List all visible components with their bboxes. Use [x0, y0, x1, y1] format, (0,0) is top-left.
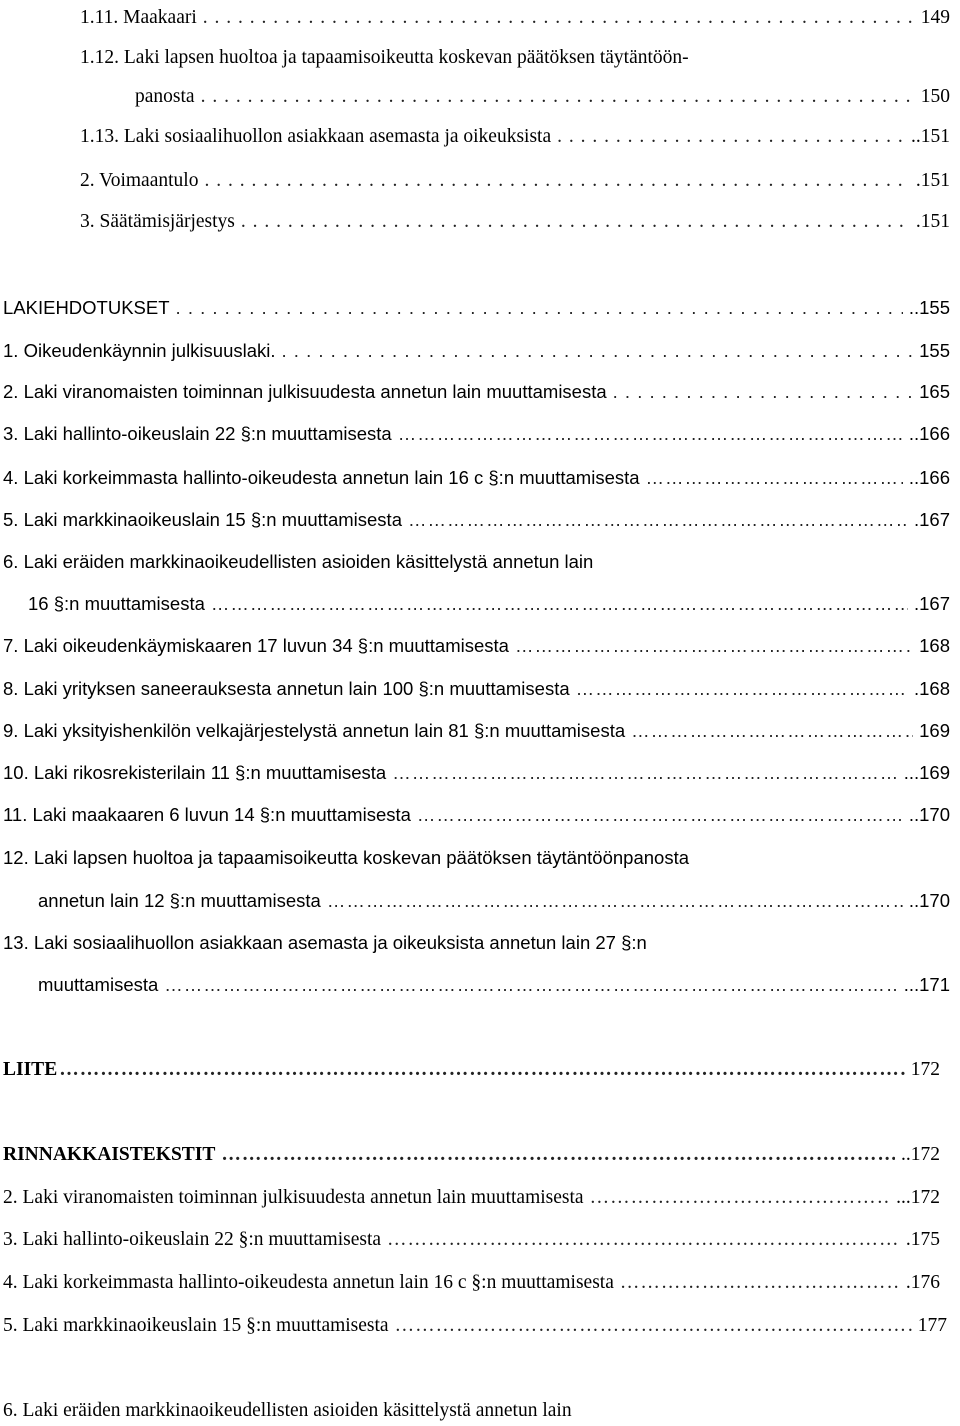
dot-leader [176, 293, 903, 323]
dot-leader [201, 82, 915, 112]
toc-entry-text: 8. Laki yrityksen saneerauksesta annetun lain 100 §:n muuttamisesta [3, 678, 570, 699]
dot-leader [620, 1268, 900, 1298]
toc-page-number: 165 [919, 381, 950, 402]
lakiehdotus-3[interactable] [3, 419, 950, 449]
toc-page-number: ..166 [908, 423, 950, 444]
toc-entry-text: 2. Laki viranomaisten toiminnan julkisuudesta annetun lain muuttamisesta [3, 1187, 584, 1208]
toc-entry-text: 6. Laki eräiden markkinaoikeudellisten asioiden käsittelystä annetun lain [3, 551, 594, 572]
toc-page-number: ..166 [908, 467, 950, 488]
dot-leader [241, 207, 910, 237]
lakiehdotus-8[interactable] [3, 674, 950, 704]
toc-entry-text: 7. Laki oikeudenkäymiskaaren 17 luvun 34 §:n muuttamisesta [3, 635, 509, 656]
section-heading: LAKIEHDOTUKSET [3, 297, 170, 318]
lakiehdotus-7[interactable] [3, 631, 950, 661]
dot-leader [282, 336, 914, 366]
toc-entry-text: annetun lain 12 §:n muuttamisesta [38, 890, 321, 911]
dot-leader [398, 419, 903, 449]
toc-entry-text: 2. Voimaantulo [80, 170, 199, 191]
toc-entry-text: 4. Laki korkeimmasta hallinto-oikeudesta annetun lain 16 c §:n muuttamisesta [3, 1272, 614, 1293]
toc-page-number: ..170 [908, 804, 950, 825]
dot-leader [327, 886, 903, 916]
dot-leader [515, 631, 913, 661]
rinnakkaisteksti-6[interactable] [3, 1396, 572, 1426]
lakiehdotus-12[interactable] [3, 843, 689, 873]
toc-entry-1-11[interactable] [80, 3, 950, 33]
dot-leader [204, 166, 909, 196]
toc-entry-text: 3. Laki hallinto-oikeuslain 22 §:n muuttamisesta [3, 1229, 382, 1250]
section-heading: LIITE [3, 1059, 58, 1080]
dot-leader [408, 505, 908, 535]
lakiehdotus-6[interactable] [3, 547, 593, 577]
toc-entry-text: 3. Säätämisjärjestys [80, 211, 235, 232]
dot-leader [203, 3, 915, 33]
toc-page-number: 168 [919, 635, 950, 656]
toc-page-number: 169 [919, 720, 950, 741]
toc-entry-text: muuttamisesta [38, 974, 159, 995]
dot-leader [387, 1225, 900, 1255]
toc-entry-text: 2. Laki viranomaisten toiminnan julkisuudesta annetun lain muuttamisesta [3, 381, 607, 402]
toc-page-number: ...172 [896, 1187, 940, 1208]
toc-entry-text: 10. Laki rikosrekisterilain 11 §:n muuttamisesta [3, 762, 387, 783]
lakiehdotus-5[interactable] [3, 505, 950, 535]
toc-entry-2[interactable] [80, 166, 950, 196]
toc-page-number: ..151 [911, 126, 950, 147]
dot-leader [646, 463, 903, 493]
toc-page-number: .167 [913, 593, 950, 614]
toc-entry-text: 4. Laki korkeimmasta hallinto-oikeudesta annetun lain 16 c §:n muuttamisesta [3, 467, 640, 488]
toc-entry-text: 9. Laki yksityishenkilön velkajärjestelystä annetun lain 81 §:n muuttamisesta [3, 720, 626, 741]
dot-leader [417, 800, 903, 830]
toc-entry-1-12[interactable] [80, 43, 689, 73]
toc-page-number: .151 [915, 170, 950, 191]
dot-leader [59, 1055, 905, 1085]
toc-entry-text: 12. Laki lapsen huoltoa ja tapaamisoikeutta koskevan päätöksen täytäntöönpanosta [3, 847, 690, 868]
toc-entry-1-12-cont[interactable] [135, 82, 950, 112]
lakiehdotus-2[interactable] [3, 377, 950, 407]
lakiehdotus-12-cont[interactable] [38, 886, 950, 916]
toc-page-number: ...171 [903, 974, 950, 995]
toc-page-number: ..155 [908, 297, 950, 318]
toc-entry-text: 5. Laki markkinaoikeuslain 15 §:n muuttamisesta [3, 509, 402, 530]
rinnakkaisteksti-5[interactable] [3, 1311, 947, 1341]
rinnakkaisteksti-4[interactable] [3, 1268, 940, 1298]
toc-entry-text: 11. Laki maakaaren 6 luvun 14 §:n muuttamisesta [3, 804, 411, 825]
toc-page-number: .167 [913, 509, 950, 530]
section-heading: RINNAKKAISTEKSTIT [3, 1144, 216, 1165]
toc-entry-text: 1.13. Laki sosiaalihuollon asiakkaan asemasta ja oikeuksista [80, 126, 552, 147]
dot-leader [576, 674, 908, 704]
dot-leader [395, 1311, 912, 1341]
toc-page-number: .176 [905, 1272, 940, 1293]
rinnakkaisteksti-2[interactable] [3, 1183, 940, 1213]
toc-page-number: 155 [919, 340, 950, 361]
toc-entry-1-13[interactable] [80, 122, 950, 152]
lakiehdotus-6-cont[interactable] [28, 589, 950, 619]
toc-page-number: 172 [910, 1059, 940, 1080]
toc-page-number: .151 [915, 211, 950, 232]
lakiehdotukset-heading[interactable] [3, 293, 950, 323]
toc-entry-3[interactable] [80, 207, 950, 237]
toc-entry-text: 5. Laki markkinaoikeuslain 15 §:n muuttamisesta [3, 1315, 389, 1336]
toc-page-number: 150 [920, 86, 950, 107]
toc-page-number: 149 [920, 7, 950, 28]
dot-leader [631, 716, 913, 746]
toc-entry-text: 16 §:n muuttamisesta [28, 593, 205, 614]
toc-entry-text: 13. Laki sosiaalihuollon asiakkaan asemasta ja oikeuksista annetun lain 27 §:n [3, 932, 647, 953]
toc-entry-text: 1. Oikeudenkäynnin julkisuuslaki. [3, 340, 276, 361]
lakiehdotus-13[interactable] [3, 928, 647, 958]
rinnakkaistekstit-heading[interactable] [3, 1140, 940, 1170]
toc-entry-text: panosta [135, 86, 195, 107]
lakiehdotus-9[interactable] [3, 716, 950, 746]
toc-entry-text: 1.11. Maakaari [80, 7, 197, 28]
dot-leader [392, 758, 898, 788]
liite-heading[interactable] [3, 1055, 940, 1085]
toc-page-number: .175 [905, 1229, 940, 1250]
lakiehdotus-1[interactable] [3, 336, 950, 366]
toc-page-number: ..170 [908, 890, 950, 911]
dot-leader [557, 122, 905, 152]
toc-entry-text: 6. Laki eräiden markkinaoikeudellisten asioiden käsittelystä annetun lain [3, 1400, 572, 1421]
toc-entry-text: 1.12. Laki lapsen huoltoa ja tapaamisoikeutta koskevan päätöksen täytäntöön- [80, 47, 689, 68]
dot-leader [211, 589, 908, 619]
lakiehdotus-10[interactable] [3, 758, 950, 788]
toc-page-number: 177 [917, 1315, 947, 1336]
dot-leader [221, 1140, 895, 1170]
dot-leader [613, 377, 913, 407]
rinnakkaisteksti-3[interactable] [3, 1225, 940, 1255]
toc-page-number: .168 [913, 678, 950, 699]
lakiehdotus-11[interactable] [3, 800, 950, 830]
toc-entry-text: 3. Laki hallinto-oikeuslain 22 §:n muuttamisesta [3, 423, 392, 444]
lakiehdotus-13-cont[interactable] [38, 970, 950, 1000]
toc-page-number: ..172 [901, 1144, 940, 1165]
dot-leader [164, 970, 897, 1000]
toc-page-number: ...169 [903, 762, 950, 783]
lakiehdotus-4[interactable] [3, 463, 950, 493]
dot-leader [590, 1183, 891, 1213]
